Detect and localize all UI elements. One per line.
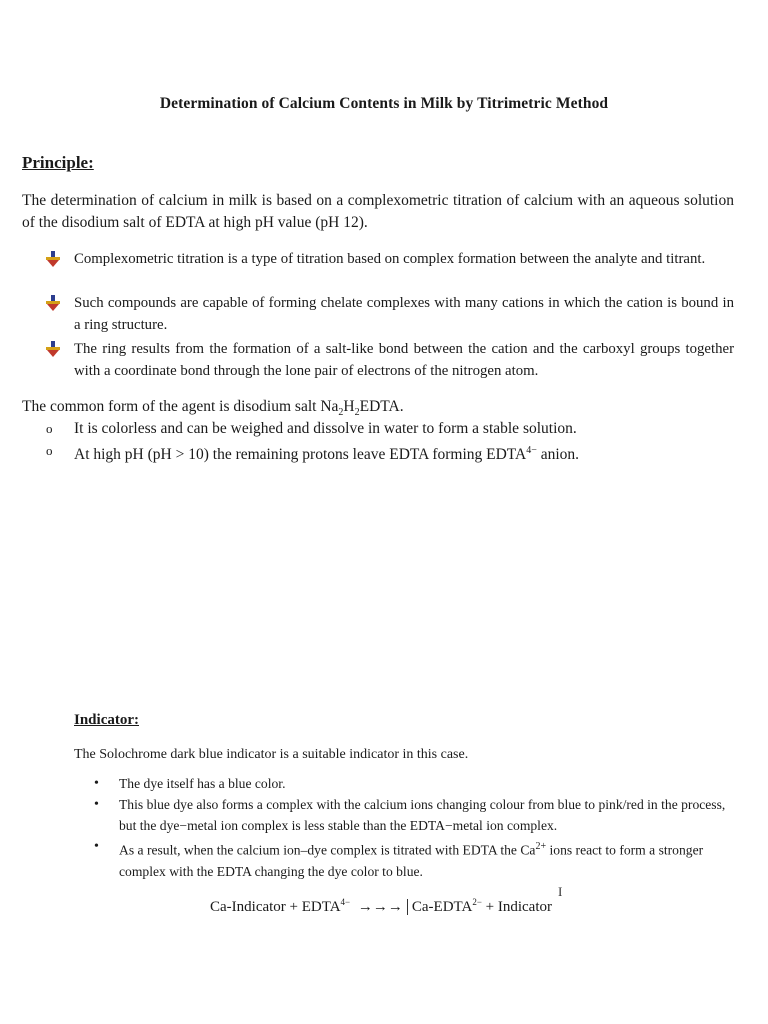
reaction-arrow: →→→: [357, 899, 403, 915]
circle-bullet-icon: o: [46, 443, 53, 458]
indicator-point-1: • The dye itself has a blue color.: [94, 773, 734, 794]
principle-intro: The determination of calcium in milk is based on a complexometric titration of calcium with an aqueous solution of the disodium salt of EDTA at high pH value (pH 12).: [22, 192, 734, 231]
indicator-point-3: • As a result, when the calcium ion–dye complex is titrated with EDTA the $Ca^{2+}$ ions react to form a stronger complex with the EDTA changing the dye color to blue.: [94, 836, 734, 882]
agent-subpoint-2: o At high pH (pH > 10) the remaining protons leave EDTA forming $EDTA^{4-}$ anion.: [46, 440, 579, 466]
dot-bullet-icon: •: [94, 797, 99, 812]
principle-point-3: The ring results from the formation of a salt-like bond between the cation and the carboxyl groups together with a coordinate bond through the lone pair of electrons of the nitrogen atom.: [44, 338, 734, 382]
text-cursor-icon: I: [558, 884, 563, 899]
agent-subpoint-1: o It is colorless and can be weighed and dissolve in water to form a stable solution.: [46, 418, 577, 440]
down-arrow-bullet-icon: [44, 251, 62, 267]
reaction-equation: Ca-Indicator + $EDTA^{4-}$ →→→ $Ca-EDTA^{2-}$ + Indicator: [210, 897, 553, 915]
principle-heading: Principle:: [22, 153, 94, 172]
principle-point-1: Complexometric titration is a type of titration based on complex formation between the analyte and titrant.: [44, 248, 734, 270]
dot-bullet-icon: •: [94, 776, 99, 791]
document-title: Determination of Calcium Contents in Milk by Titrimetric Method: [159, 95, 609, 112]
circle-bullet-icon: o: [46, 421, 53, 436]
down-arrow-bullet-icon: [44, 295, 62, 311]
down-arrow-bullet-icon: [44, 341, 62, 357]
indicator-heading: Indicator:: [74, 712, 139, 728]
agent-statement: The common form of the agent is disodium salt $Na_2H_2EDTA$.: [22, 398, 404, 419]
principle-point-2: Such compounds are capable of forming chelate complexes with many cations in which the cation is bound in a ring structure.: [44, 292, 734, 336]
indicator-point-2: • This blue dye also forms a complex with the calcium ions changing colour from blue to pink/red in the process, but the dye−metal ion complex is less stable than the EDTA−metal ion complex.: [94, 794, 734, 836]
dot-bullet-icon: •: [94, 839, 99, 854]
indicator-intro: The Solochrome dark blue indicator is a suitable indicator in this case.: [74, 747, 469, 762]
